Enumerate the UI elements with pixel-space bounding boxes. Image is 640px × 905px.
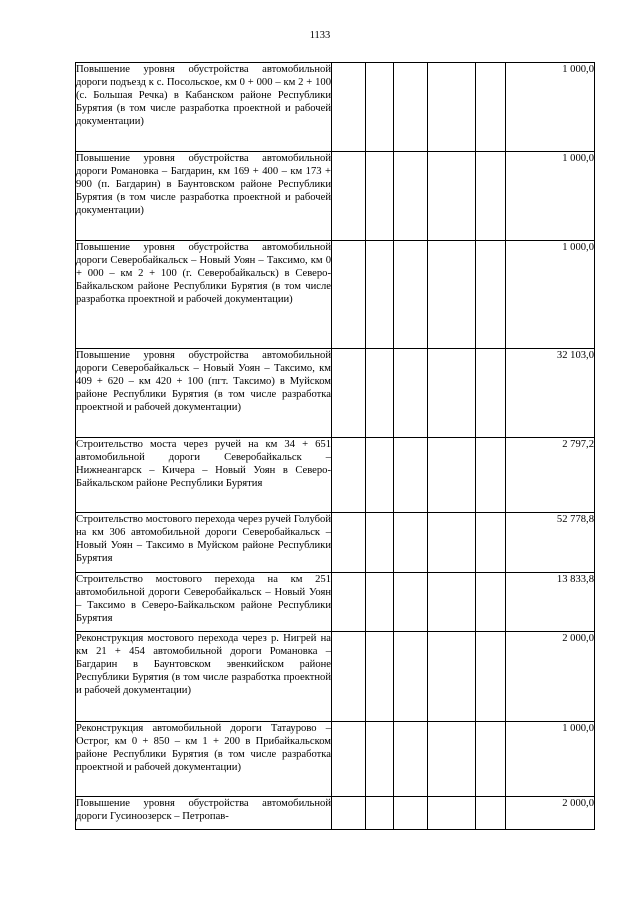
empty-cell <box>332 349 366 438</box>
empty-cell <box>332 632 366 722</box>
item-name: Повышение уровня обустройства автомобильной дороги Северобайкальск – Новый Уоян – Таксимо, км 409 + 620 – км 420 + 100 (пгт. Таксимо) в Муйском районе Республики Бурятия (в том числе разработка проектной и рабочей документации) <box>76 349 332 438</box>
empty-cell <box>366 573 394 632</box>
empty-cell <box>394 63 428 152</box>
empty-cell <box>394 438 428 513</box>
table-row <box>76 438 595 513</box>
empty-cell <box>476 573 506 632</box>
empty-cell <box>394 797 428 830</box>
table-row <box>76 513 595 573</box>
empty-cell <box>428 513 476 573</box>
empty-cell <box>428 632 476 722</box>
empty-cell <box>394 241 428 349</box>
empty-cell <box>332 513 366 573</box>
item-name: Повышение уровня обустройства автомобильной дороги подъезд к с. Посольское, км 0 + 000 – км 2 + 100 (с. Большая Речка) в Кабанском районе Республики Бурятия (в том числе разработка проектной и рабочей документации) <box>76 63 332 152</box>
empty-cell <box>366 63 394 152</box>
amount-cell: 32 103,0 <box>506 349 595 438</box>
empty-cell <box>366 438 394 513</box>
table-row <box>76 797 595 830</box>
empty-cell <box>476 241 506 349</box>
empty-cell <box>366 632 394 722</box>
empty-cell <box>476 632 506 722</box>
empty-cell <box>428 63 476 152</box>
empty-cell <box>394 349 428 438</box>
item-name: Реконструкция автомобильной дороги Татаурово – Острог, км 0 + 850 – км 1 + 200 в Прибайкальском районе Республики Бурятия (в том числе разработка проектной и рабочей документации) <box>76 722 332 797</box>
amount-cell: 52 778,8 <box>506 513 595 573</box>
page-number: 1133 <box>309 30 331 41</box>
empty-cell <box>428 152 476 241</box>
amount-cell: 2 000,0 <box>506 797 595 830</box>
table-row <box>76 632 595 722</box>
empty-cell <box>332 63 366 152</box>
table-row <box>76 349 595 438</box>
empty-cell <box>332 438 366 513</box>
table-row <box>76 152 595 241</box>
empty-cell <box>366 513 394 573</box>
amount-cell: 1 000,0 <box>506 241 595 349</box>
empty-cell <box>476 722 506 797</box>
empty-cell <box>476 349 506 438</box>
amount-cell: 2 797,2 <box>506 438 595 513</box>
empty-cell <box>428 438 476 513</box>
table-row <box>76 573 595 632</box>
item-name: Реконструкция мостового перехода через р. Нигрей на км 21 + 454 автомобильной дороги Романовка – Багдарин в Баунтовском эвенкийском районе Республики Бурятия (в том числе разработка проектной и рабочей документации) <box>76 632 332 722</box>
empty-cell <box>428 573 476 632</box>
empty-cell <box>476 438 506 513</box>
empty-cell <box>366 152 394 241</box>
empty-cell <box>428 797 476 830</box>
empty-cell <box>476 513 506 573</box>
item-name: Строительство мостового перехода через ручей Голубой на км 306 автомобильной дороги Северобайкальск – Новый Уоян – Таксимо в Муйском районе Республики Бурятия <box>76 513 332 573</box>
item-name: Строительство мостового перехода на км 251 автомобильной дороги Северобайкальск – Новый Уоян – Таксимо в Северо-Байкальском районе Республики Бурятия <box>76 573 332 632</box>
empty-cell <box>332 573 366 632</box>
empty-cell <box>332 152 366 241</box>
empty-cell <box>394 722 428 797</box>
empty-cell <box>332 797 366 830</box>
item-name: Повышение уровня обустройства автомобильной дороги Гусиноозерск – Петропав- <box>76 797 332 830</box>
empty-cell <box>366 349 394 438</box>
budget-table <box>75 62 595 830</box>
table-row <box>76 241 595 349</box>
amount-cell: 1 000,0 <box>506 63 595 152</box>
empty-cell <box>366 722 394 797</box>
amount-cell: 13 833,8 <box>506 573 595 632</box>
item-name: Повышение уровня обустройства автомобильной дороги Северобайкальск – Новый Уоян – Таксимо, км 0 + 000 – км 2 + 100 (г. Северобайкальск) в Северо-Байкальском районе Республики Бурятия (в том числе разработка проектной и рабочей документации) <box>76 241 332 349</box>
table-row <box>76 63 595 152</box>
empty-cell <box>394 513 428 573</box>
amount-cell: 2 000,0 <box>506 632 595 722</box>
empty-cell <box>332 722 366 797</box>
table-row <box>76 722 595 797</box>
empty-cell <box>476 63 506 152</box>
empty-cell <box>394 152 428 241</box>
empty-cell <box>366 797 394 830</box>
item-name: Повышение уровня обустройства автомобильной дороги Романовка – Багдарин, км 169 + 400 – км 173 + 900 (п. Багдарин) в Баунтовском районе Республики Бурятия (в том числе разработка проектной и рабочей документации) <box>76 152 332 241</box>
empty-cell <box>366 241 394 349</box>
empty-cell <box>476 797 506 830</box>
amount-cell: 1 000,0 <box>506 722 595 797</box>
empty-cell <box>428 349 476 438</box>
amount-cell: 1 000,0 <box>506 152 595 241</box>
empty-cell <box>428 241 476 349</box>
empty-cell <box>394 632 428 722</box>
empty-cell <box>428 722 476 797</box>
empty-cell <box>394 573 428 632</box>
empty-cell <box>476 152 506 241</box>
table-body <box>76 63 595 830</box>
item-name: Строительство моста через ручей на км 34 + 651 автомобильной дороги Северобайкальск – Нижнеангарск – Кичера – Новый Уоян в Северо-Байкальском районе Республики Бурятия <box>76 438 332 513</box>
empty-cell <box>332 241 366 349</box>
